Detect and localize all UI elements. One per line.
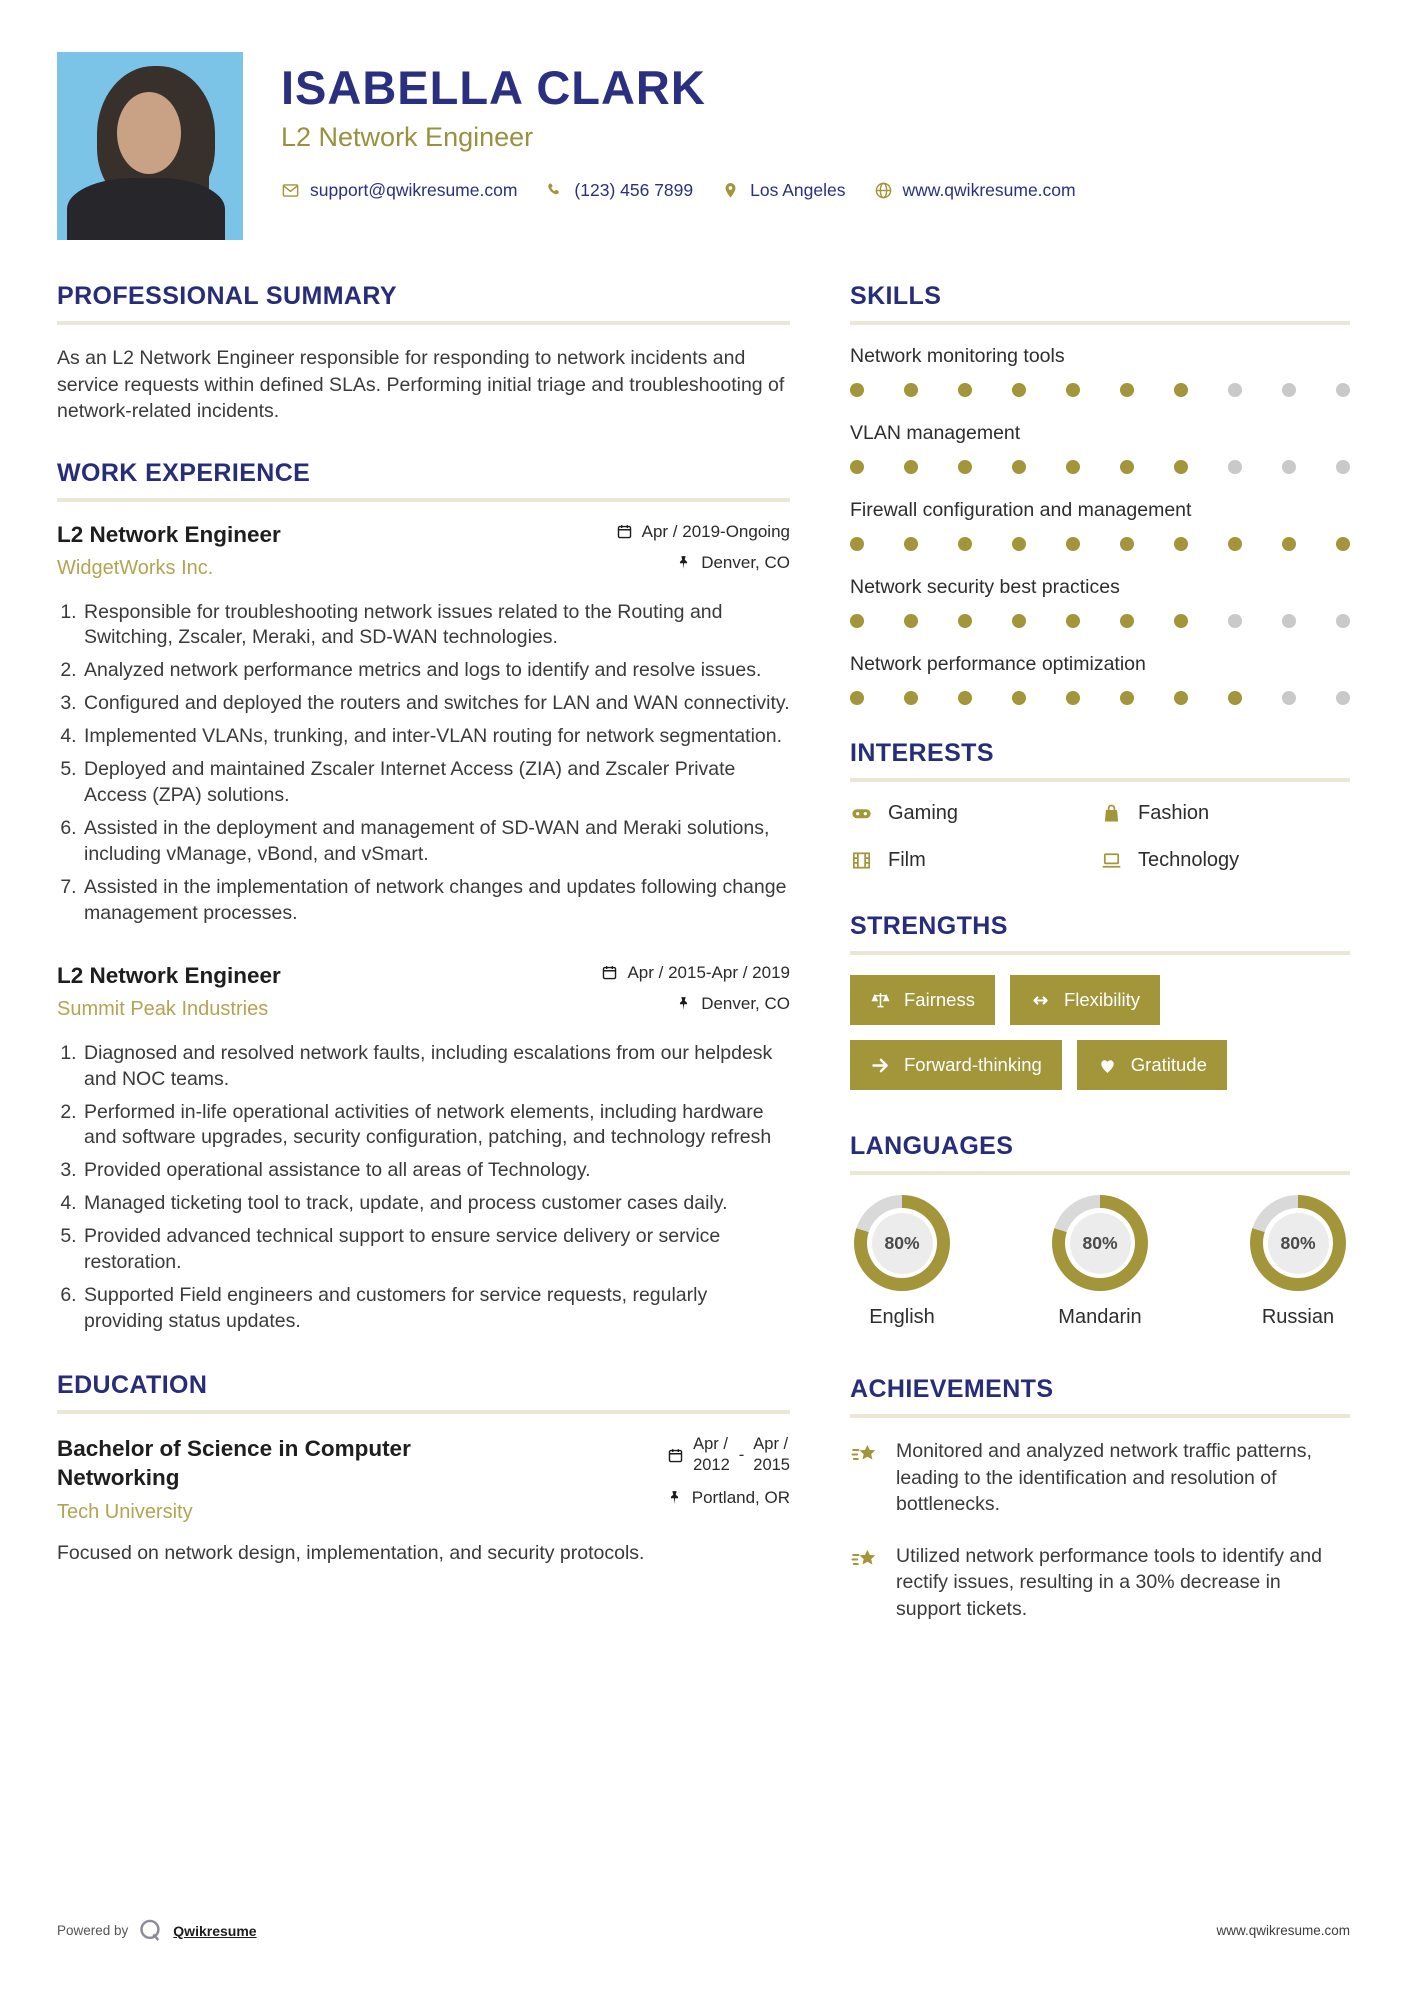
left-column [57,282,790,1656]
language-progress-ring [854,1195,950,1291]
section-rule [850,1171,1350,1175]
education-date-end-year: 2015 [753,1456,790,1475]
language-name: Russian [1261,1306,1335,1328]
skill-dot [904,383,918,397]
language-progress-ring [1250,1195,1346,1291]
job-bullet: 5. Provided advanced technical support to ensure service delivery or service restoration. [82,1224,790,1276]
skill-dot [1282,460,1296,474]
contact-phone [545,180,693,201]
language-item [854,1195,950,1329]
calendar-icon [616,523,633,540]
qwikresume-link[interactable]: Qwikresume [173,1922,257,1939]
laptop-icon [1100,849,1123,872]
film-icon [850,849,873,872]
skill-dot [904,460,918,474]
header [0,0,1407,240]
education-header [57,1434,790,1525]
job-bullet: 5. Deployed and maintained Zscaler Internet Access (ZIA) and Zscaler Private Access (ZPA) solutions. [82,757,790,809]
job-dates-text: Apr / 2019-Ongoing [641,521,790,541]
contact-email[interactable] [281,180,517,201]
education-degree: Bachelor of Science in Computer Networking [57,1435,411,1491]
job-dates [601,963,790,983]
footer-brand-wrap [57,1917,257,1944]
scales-icon [870,990,891,1011]
skill-dot [1174,691,1188,705]
interests-section [850,739,1350,872]
skill-dot [1336,460,1350,474]
strengths-section [850,912,1350,1090]
job-bullet: 4. Managed ticketing tool to track, update, and process customer cases daily. [82,1191,790,1217]
job-location-text: Denver, CO [701,552,790,572]
job-dates [616,522,790,542]
education-date-end [753,1434,790,1477]
skill-dot [850,537,864,551]
achievements-section [850,1375,1350,1622]
skill-dot [850,460,864,474]
skill-item [850,499,1350,551]
summary-text: As an L2 Network Engineer responsible for responding to network incidents and service requests within defined SLAs. Performing initial triage and troubleshooting of network-related incidents. [57,347,785,423]
gamepad-icon [850,802,873,825]
skill-rating-dots [850,537,1350,551]
skill-dot [1066,691,1080,705]
interest-label: Gaming [888,802,959,824]
strength-fairness [850,975,995,1025]
achievement-text: Monitored and analyzed network traffic patterns, leading to the identification and resolution of bottlenecks. [896,1440,1312,1516]
education-location [666,1488,790,1508]
education-location-text: Portland, OR [691,1487,790,1507]
education-school: Tech University [57,1501,193,1524]
education-date-separator: - [738,1445,745,1464]
job-company: Summit Peak Industries [57,997,269,1020]
section-rule [57,321,790,325]
skill-dot [850,383,864,397]
skill-dot [1012,383,1026,397]
education-date-start-month: Apr / [693,1434,728,1453]
languages-heading: LANGUAGES [850,1132,1014,1160]
language-progress-ring [1052,1195,1148,1291]
skill-dot [904,691,918,705]
education-description: Focused on network design, implementation, and security protocols. [57,1542,645,1565]
summary-heading: PROFESSIONAL SUMMARY [57,282,397,310]
skill-dot [1066,614,1080,628]
section-rule [850,778,1350,782]
education-dates [666,1434,790,1477]
skill-dot [1174,460,1188,474]
skill-item [850,422,1350,474]
qwikresume-logo-icon [137,1917,164,1944]
experience-section [57,459,790,1335]
pushpin-icon [675,554,692,571]
strength-forward-thinking [850,1040,1062,1090]
education-section [57,1371,790,1567]
job-company: WidgetWorks Inc. [57,556,214,579]
job-meta [616,522,790,584]
job-bullet: 2. Performed in-life operational activities of network elements, including hardware and software upgrades, security configuration, patching, and technology refresh [82,1100,790,1152]
skill-dot [1282,691,1296,705]
job-bullet-list [57,1041,790,1335]
job-bullet: 6. Assisted in the deployment and management of SD-WAN and Meraki solutions, including vManage, vBond, and vSmart. [82,816,790,868]
contact-location [721,180,845,201]
skill-dot [850,614,864,628]
skill-dot [1228,383,1242,397]
skill-dot [1066,383,1080,397]
skill-dot [1012,537,1026,551]
languages-section [850,1132,1350,1329]
job-dates-text: Apr / 2015-Apr / 2019 [627,962,790,982]
interest-label: Technology [1138,849,1240,871]
skill-dot [958,691,972,705]
language-percent: 80% [1070,1213,1131,1274]
strength-label: Forward-thinking [904,1054,1042,1075]
skill-rating-dots [850,460,1350,474]
skill-dot [1174,383,1188,397]
double-arrow-icon [1030,990,1051,1011]
interest-label: Film [888,849,926,871]
section-rule [850,1414,1350,1418]
education-date-start [693,1434,730,1477]
achievement-text: Utilized network performance tools to identify and rectify issues, resulting in a 30% decrease in support tickets. [896,1544,1322,1620]
job-location-text: Denver, CO [701,993,790,1013]
skill-dot [1282,537,1296,551]
skill-dot [1228,691,1242,705]
profile-photo [57,52,243,240]
avatar-body [67,178,225,240]
skill-dot [1336,537,1350,551]
skill-name: Network performance optimization [850,653,1146,675]
language-item [1250,1195,1346,1329]
header-text [281,52,1076,201]
skill-rating-dots [850,614,1350,628]
strength-label: Flexibility [1063,989,1141,1010]
job-header [57,522,790,584]
skill-dot [1120,383,1134,397]
language-ring-gap [867,1208,937,1278]
interest-technology [1100,849,1350,872]
skill-name: Network security best practices [850,576,1120,598]
skill-dot [1174,537,1188,551]
skill-dot [958,460,972,474]
shooting-star-icon [850,1439,881,1470]
achievements-heading: ACHIEVEMENTS [850,1375,1054,1403]
job-bullet: 6. Supported Field engineers and customers for service requests, regularly providing status updates. [82,1283,790,1335]
skill-dot [904,614,918,628]
contact-website-text: www.qwikresume.com [902,180,1076,200]
skill-name: Network monitoring tools [850,345,1065,367]
education-meta [666,1434,790,1519]
skill-dot [1282,614,1296,628]
powered-by-text: Powered by [57,1923,129,1938]
job-bullet: 2. Analyzed network performance metrics and logs to identify and resolve issues. [82,658,790,684]
contact-row [281,180,1076,201]
job-title-block [57,522,281,580]
skill-dot [1228,614,1242,628]
job-title: L2 Network Engineer [57,521,281,547]
skill-dot [1228,460,1242,474]
skill-dot [1066,537,1080,551]
job-bullet: 1. Diagnosed and resolved network faults, including escalations from our helpdesk and NOC teams. [82,1041,790,1093]
language-percent: 80% [872,1213,933,1274]
skill-dot [1282,383,1296,397]
education-date-start-year: 2012 [693,1456,730,1475]
job-entry [57,963,790,1335]
strength-label: Fairness [904,989,975,1010]
skill-dot [1120,460,1134,474]
job-header [57,963,790,1025]
skill-dot [1012,691,1026,705]
job-bullet-list [57,600,790,927]
contact-website[interactable] [874,180,1076,201]
strength-badges [850,975,1350,1090]
contact-location-text: Los Angeles [750,180,846,200]
heart-icon [1097,1055,1118,1076]
skill-name: VLAN management [850,422,1021,444]
section-rule [850,951,1350,955]
location-pin-icon [721,181,740,200]
education-heading: EDUCATION [57,1370,208,1399]
globe-icon [874,181,893,200]
skill-item [850,653,1350,705]
right-column [850,282,1350,1656]
arrow-right-icon [870,1055,891,1076]
skill-dot [1120,614,1134,628]
footer [57,1917,1350,1944]
language-name: English [869,1306,935,1328]
education-title-block [57,1434,512,1525]
skill-item [850,345,1350,397]
strength-label: Gratitude [1130,1054,1207,1075]
skill-item [850,576,1350,628]
job-location [601,994,790,1014]
skill-rating-dots [850,691,1350,705]
skill-dot [958,614,972,628]
contact-phone-text: (123) 456 7899 [574,180,694,200]
interest-label: Fashion [1138,802,1210,824]
experience-heading: WORK EXPERIENCE [57,458,311,487]
footer-website-link[interactable]: www.qwikresume.com [1216,1923,1350,1938]
skill-dot [1174,614,1188,628]
summary-section [57,282,790,425]
avatar-face [117,92,181,174]
job-bullet: 3. Provided operational assistance to all areas of Technology. [82,1158,790,1184]
skill-dot [1120,537,1134,551]
job-bullet: 1. Responsible for troubleshooting network issues related to the Routing and Switching, Zscaler, Meraki, and SD-WAN technologies. [82,600,790,652]
section-rule [57,498,790,502]
envelope-icon [281,181,300,200]
languages-row [850,1195,1350,1329]
strength-gratitude [1077,1040,1227,1090]
contact-email-text: support@qwikresume.com [310,180,518,200]
pushpin-icon [666,1489,683,1506]
language-ring-gap [1263,1208,1333,1278]
job-entry [57,522,790,927]
skill-dot [850,691,864,705]
strength-flexibility [1010,975,1160,1025]
skill-dot [1012,460,1026,474]
skill-dot [1336,383,1350,397]
shooting-star-icon [850,1544,881,1575]
skill-dot [1012,614,1026,628]
job-bullet: 7. Assisted in the implementation of network changes and updates following change management processes. [82,875,790,927]
job-meta [601,963,790,1025]
calendar-icon [601,964,618,981]
skills-section [850,282,1350,705]
section-rule [850,321,1350,325]
interest-film [850,849,1100,872]
job-bullet: 3. Configured and deployed the routers and switches for LAN and WAN connectivity. [82,691,790,717]
achievement-item [850,1438,1350,1518]
language-percent: 80% [1268,1213,1329,1274]
content-columns [0,282,1407,1656]
interests-heading: INTERESTS [850,739,994,767]
language-ring-gap [1065,1208,1135,1278]
language-name: Mandarin [1058,1306,1142,1328]
education-date-end-month: Apr / [753,1434,789,1453]
interest-fashion [1100,802,1350,825]
skill-name: Firewall configuration and management [850,499,1192,521]
pushpin-icon [675,995,692,1012]
skill-dot [958,383,972,397]
skill-dot [1228,537,1242,551]
person-title: L2 Network Engineer [281,122,534,152]
interest-gaming [850,802,1100,825]
phone-icon [545,181,564,200]
skill-dot [1120,691,1134,705]
section-rule [57,1410,790,1414]
job-title: L2 Network Engineer [57,962,281,988]
interests-grid [850,802,1350,872]
skill-dot [1066,460,1080,474]
language-item [1052,1195,1148,1329]
skill-dot [1336,691,1350,705]
skill-dot [1336,614,1350,628]
strengths-heading: STRENGTHS [850,912,1008,940]
skill-dot [904,537,918,551]
achievement-item [850,1543,1350,1623]
job-location [616,553,790,573]
job-title-block [57,963,281,1021]
calendar-icon [667,1447,684,1464]
person-name: ISABELLA CLARK [281,61,706,114]
skill-dot [958,537,972,551]
skills-heading: SKILLS [850,282,942,310]
job-bullet: 4. Implemented VLANs, trunking, and inter-VLAN routing for network segmentation. [82,724,790,750]
skill-rating-dots [850,383,1350,397]
shopping-bag-icon [1100,802,1123,825]
